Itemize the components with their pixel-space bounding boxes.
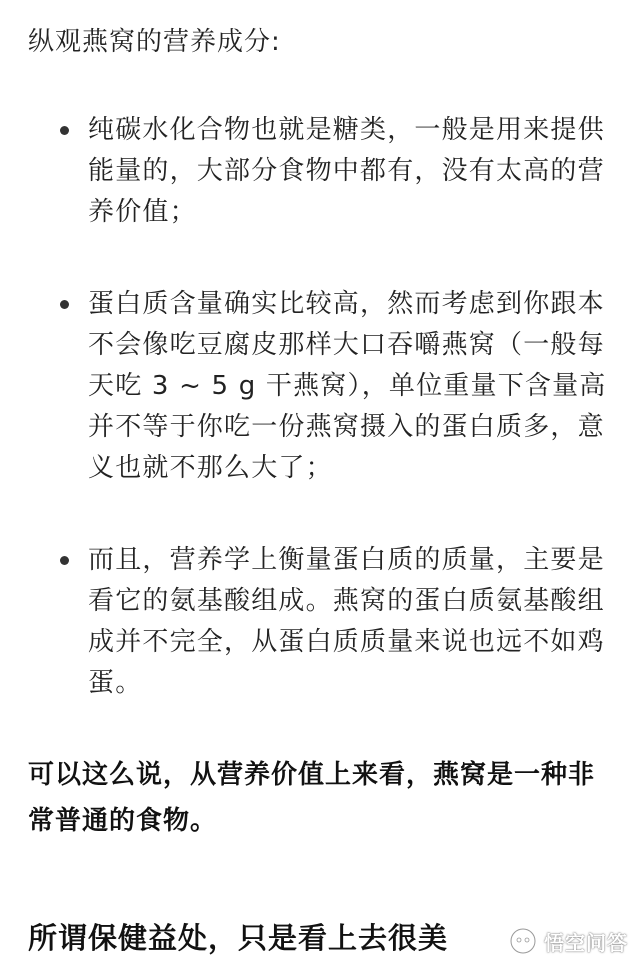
list-item [0, 284, 640, 488]
bullet-list [0, 110, 640, 756]
watermark [508, 926, 628, 956]
bullet-text: 蛋白质含量确实比较高，然而考虑到你跟本不会像吃豆腐皮那样大口吞嚼燕窝（一般每天吃 3 ~ 5 g 干燕窝），单位重量下含量高并不等于你吃一份燕窝摄入的蛋白质多，意义也就不那么大了； [88, 289, 607, 483]
watermark-text: 悟空问答 [544, 930, 628, 955]
intro-text: 纵观燕窝的营养成分: [28, 27, 281, 57]
bullet-dot-icon [60, 126, 69, 135]
bullet-dot-icon [60, 556, 69, 565]
summary-text: 可以这么说，从营养价值上来看，燕窝是一种非常普通的食物。 [28, 760, 596, 836]
bullet-text: 纯碳水化合物也就是糖类，一般是用来提供能量的，大部分食物中都有，没有太高的营养价值； [88, 115, 605, 227]
list-item [0, 110, 640, 232]
list-item [0, 540, 640, 703]
bullet-text: 而且，营养学上衡量蛋白质的质量，主要是看它的氨基酸组成。燕窝的蛋白质氨基酸组成并不完全，从蛋白质质量来说也远不如鸡蛋。 [88, 545, 605, 698]
wukong-logo-icon [508, 926, 538, 956]
bullet-dot-icon [60, 300, 69, 309]
section-heading: 所谓保健益处，只是看上去很美 [28, 921, 449, 955]
